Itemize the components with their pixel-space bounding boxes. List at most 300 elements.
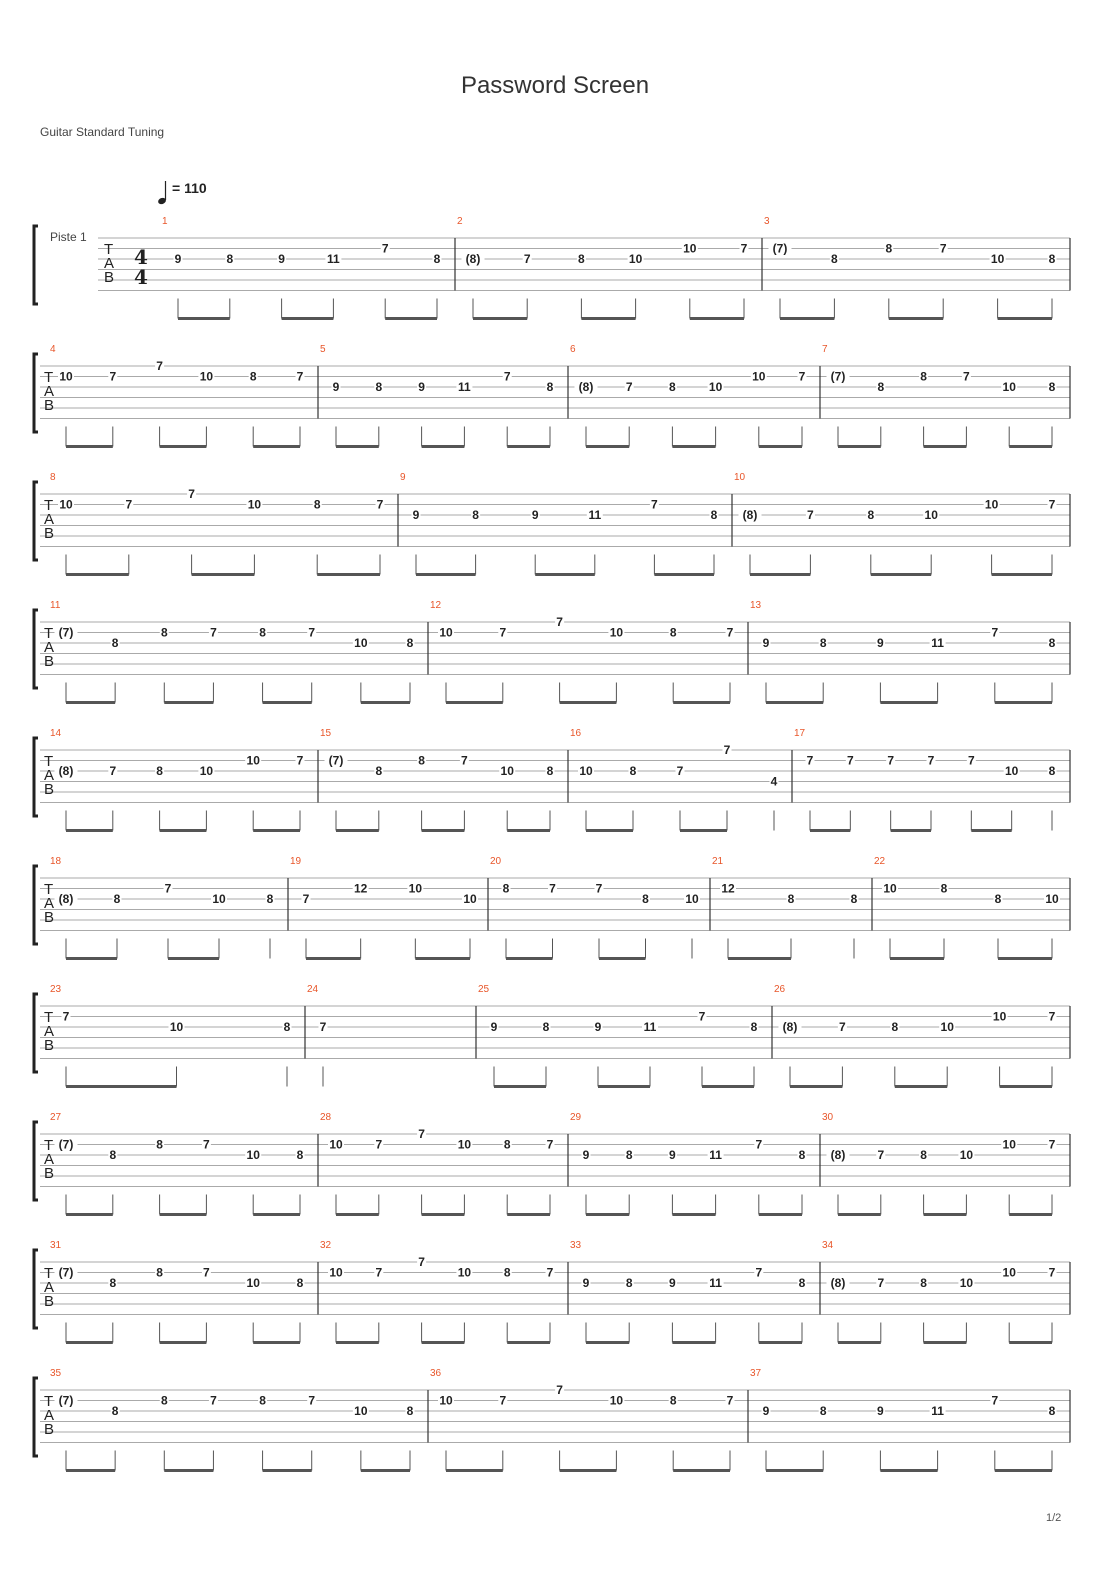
fret-number: 7: [807, 508, 814, 522]
bar-number: 35: [50, 1368, 62, 1379]
fret-number: 8: [891, 1020, 899, 1034]
tab-letter: T: [44, 497, 54, 514]
fret-number: 9: [174, 252, 182, 266]
tab-system: [34, 600, 1070, 703]
page-number: 1/2: [1046, 1512, 1062, 1524]
fret-number: 8: [472, 508, 479, 522]
fret-number: 7: [927, 753, 935, 768]
system-brace: [34, 482, 38, 560]
fret-number: 7: [376, 497, 384, 512]
bar-number: 26: [774, 984, 786, 995]
tab-letter: T: [104, 241, 114, 258]
fret-number: 8: [1048, 636, 1056, 650]
bar-number: 4: [50, 344, 56, 355]
fret-number: 9: [877, 1404, 884, 1418]
system-brace: [34, 354, 38, 432]
fret-number: 11: [709, 1148, 722, 1162]
fret-number: 8: [798, 1276, 806, 1290]
fret-number: 7: [556, 615, 563, 629]
fret-number: 7: [723, 743, 731, 757]
bar-number: 9: [400, 472, 406, 483]
fret-number: (7): [58, 1265, 74, 1280]
tab-letter: B: [44, 397, 55, 414]
fret-number: (8): [465, 252, 481, 266]
fret-number: 10: [439, 1393, 453, 1408]
fret-number: 12: [353, 881, 368, 896]
fret-number: 7: [319, 1020, 327, 1034]
fret-number: (7): [328, 753, 344, 768]
tab-letter: A: [44, 1407, 55, 1424]
bar-number: 33: [570, 1240, 582, 1251]
fret-number: 10: [457, 1265, 472, 1280]
bar-number: 15: [320, 728, 332, 739]
tab-letter: T: [44, 753, 54, 770]
fret-number: 10: [628, 252, 643, 266]
fret-number: 7: [755, 1265, 763, 1280]
fret-number: 8: [546, 764, 554, 778]
fret-number: 7: [887, 753, 895, 768]
fret-number: 7: [109, 764, 117, 778]
fret-number: 7: [499, 625, 507, 640]
system-brace: [34, 994, 38, 1072]
fret-number: 8: [819, 1404, 827, 1418]
fret-number: 10: [685, 892, 699, 906]
bar-number: 36: [430, 1368, 442, 1379]
fret-number: 7: [203, 1265, 210, 1280]
tab-letter: A: [44, 1151, 55, 1168]
tab-letter: T: [44, 1137, 54, 1154]
fret-number: 7: [296, 369, 304, 384]
fret-number: 7: [798, 369, 806, 384]
fret-number: 8: [296, 1276, 304, 1290]
fret-number: 7: [595, 881, 603, 896]
fret-number: 8: [578, 252, 585, 266]
fret-number: 8: [625, 1148, 633, 1162]
system-brace: [34, 610, 38, 688]
bar-number: 6: [570, 344, 576, 355]
fret-number: 10: [984, 497, 999, 512]
system-brace: [34, 1250, 38, 1328]
fret-number: 9: [594, 1020, 602, 1034]
fret-number: 7: [1048, 1009, 1056, 1024]
fret-number: 8: [109, 1148, 117, 1162]
fret-number: 7: [877, 1148, 885, 1162]
fret-number: 8: [503, 1137, 511, 1152]
bar-number: 23: [50, 984, 62, 995]
fret-number: 7: [726, 625, 734, 640]
fret-number: 7: [418, 1127, 425, 1141]
fret-number: 8: [940, 881, 948, 896]
fret-number: 8: [113, 892, 121, 906]
fret-number: 10: [199, 369, 214, 384]
fret-number: 7: [549, 881, 556, 896]
track-name: Piste 1: [50, 230, 87, 244]
fret-number: 8: [502, 881, 510, 896]
fret-number: (7): [830, 369, 846, 384]
fret-number: 10: [408, 881, 423, 896]
fret-number: 10: [246, 1276, 260, 1290]
fret-number: 9: [762, 1404, 770, 1418]
fret-number: 7: [164, 881, 172, 896]
bar-number: 14: [50, 728, 62, 739]
tab-system: [34, 1240, 1070, 1343]
bar-number: 27: [50, 1112, 62, 1123]
tab-letter: T: [44, 1265, 54, 1282]
fret-number: 8: [160, 625, 168, 640]
fret-number: 11: [709, 1276, 722, 1290]
fret-number: 8: [406, 1404, 414, 1418]
bar-number: 21: [712, 856, 724, 867]
fret-number: (7): [58, 1393, 74, 1408]
bar-number: 34: [822, 1240, 834, 1251]
fret-number: 7: [846, 753, 854, 768]
fret-number: 8: [259, 1393, 266, 1408]
tab-letter: A: [44, 895, 55, 912]
fret-number: 7: [210, 625, 217, 640]
fret-number: 7: [1048, 497, 1056, 512]
fret-number: 7: [556, 1383, 563, 1397]
fret-number: 8: [920, 1148, 927, 1162]
fret-number: (8): [578, 380, 594, 394]
fret-number: 9: [877, 636, 884, 650]
fret-number: 10: [59, 369, 73, 384]
bar-number: 18: [50, 856, 62, 867]
fret-number: 8: [313, 497, 321, 512]
fret-number: 8: [710, 508, 718, 522]
fret-number: 8: [546, 380, 554, 394]
fret-number: 10: [500, 764, 514, 778]
fret-number: 7: [296, 753, 304, 768]
fret-number: 4: [770, 774, 778, 789]
tab-letter: T: [44, 625, 54, 642]
fret-number: 8: [994, 892, 1002, 906]
fret-number: 10: [329, 1137, 343, 1152]
fret-number: 10: [354, 1404, 368, 1418]
score-title: Password Screen: [460, 72, 650, 99]
fret-number: 8: [1048, 1404, 1056, 1418]
fret-number: 10: [990, 252, 1005, 266]
fret-number: 10: [683, 241, 697, 256]
fret-number: 8: [266, 892, 274, 906]
tab-letter: T: [44, 369, 54, 386]
bar-number: 24: [307, 984, 319, 995]
fret-number: 8: [296, 1148, 304, 1162]
bar-number: 10: [734, 472, 746, 483]
fret-number: 8: [642, 892, 649, 906]
fret-number: 7: [461, 753, 468, 768]
fret-number: 7: [109, 369, 117, 384]
tab-system: [34, 344, 1070, 447]
tab-letter: T: [44, 1009, 54, 1026]
fret-number: 8: [831, 252, 838, 266]
fret-number: 7: [308, 625, 316, 640]
fret-number: 9: [332, 380, 340, 394]
fret-number: 10: [246, 753, 260, 768]
fret-number: 8: [1048, 764, 1056, 778]
system-brace: [34, 866, 38, 944]
fret-number: 8: [283, 1020, 291, 1034]
fret-number: 8: [669, 625, 677, 640]
bar-number: 13: [750, 600, 762, 611]
tab-letter: A: [44, 511, 55, 528]
fret-number: 10: [609, 625, 624, 640]
tab-letter: B: [44, 1165, 55, 1182]
fret-number: 7: [877, 1276, 885, 1290]
fret-number: 8: [375, 764, 383, 778]
fret-number: 8: [798, 1148, 806, 1162]
bar-number: 31: [50, 1240, 62, 1251]
fret-number: 7: [806, 753, 814, 768]
bar-number: 8: [50, 472, 56, 483]
tempo-marking: [157, 180, 207, 205]
tab-system: [34, 1368, 1070, 1471]
fret-number: 7: [676, 764, 684, 778]
fret-number: 10: [1002, 1265, 1016, 1280]
fret-number: 9: [412, 508, 420, 522]
fret-number: 7: [651, 497, 658, 512]
tab-letter: A: [44, 1279, 55, 1296]
fret-number: 9: [531, 508, 539, 522]
bar-number: 5: [320, 344, 326, 355]
fret-number: 7: [210, 1393, 217, 1408]
fret-number: 8: [920, 1276, 927, 1290]
fret-number: 10: [752, 369, 766, 384]
fret-number: 7: [308, 1393, 316, 1408]
tab-system: [34, 856, 1070, 959]
fret-number: 7: [546, 1265, 554, 1280]
fret-number: 8: [750, 1020, 758, 1034]
fret-number: 8: [406, 636, 414, 650]
fret-number: 7: [156, 359, 163, 373]
fret-number: 10: [883, 881, 897, 896]
fret-number: (8): [742, 508, 758, 522]
bar-number: 12: [430, 600, 442, 611]
fret-number: 8: [787, 892, 795, 906]
fret-number: 7: [963, 369, 970, 384]
fret-number: (8): [830, 1276, 846, 1290]
fret-number: 7: [546, 1137, 554, 1152]
fret-number: 10: [579, 764, 593, 778]
fret-number: 7: [503, 369, 511, 384]
fret-number: 8: [669, 1393, 677, 1408]
fret-number: 9: [669, 1148, 676, 1162]
fret-number: 10: [1045, 892, 1059, 906]
tab-letter: T: [44, 1393, 54, 1410]
bar-number: 25: [478, 984, 490, 995]
fret-number: 8: [160, 1393, 168, 1408]
fret-number: 7: [62, 1009, 70, 1024]
fret-number: 7: [499, 1393, 507, 1408]
fret-number: 8: [433, 252, 441, 266]
fret-number: 7: [375, 1137, 383, 1152]
fret-number: 8: [226, 252, 234, 266]
fret-number: 7: [755, 1137, 763, 1152]
fret-number: 7: [839, 1020, 846, 1034]
fret-number: 7: [523, 252, 531, 266]
system-brace: [34, 1122, 38, 1200]
bar-number: 1: [162, 216, 168, 227]
bar-number: 16: [570, 728, 582, 739]
tuning-label: Guitar Standard Tuning: [40, 125, 165, 139]
tempo-value: = 110: [172, 180, 207, 196]
fret-number: 8: [629, 764, 637, 778]
systems-container: [34, 216, 1070, 1471]
tab-system: [34, 728, 1070, 831]
fret-number: 8: [885, 241, 893, 256]
bar-number: 11: [50, 600, 61, 611]
fret-number: 8: [850, 892, 858, 906]
fret-number: (7): [772, 241, 788, 256]
fret-number: (7): [58, 1137, 74, 1152]
fret-number: 7: [625, 380, 633, 394]
bar-number: 17: [794, 728, 806, 739]
tab-system: [34, 984, 1070, 1087]
fret-number: (8): [782, 1020, 798, 1034]
fret-number: 7: [375, 1265, 383, 1280]
fret-number: 11: [327, 252, 340, 266]
fret-number: 8: [375, 380, 383, 394]
fret-number: 8: [111, 636, 119, 650]
fret-number: 10: [246, 1148, 260, 1162]
bar-number: 30: [822, 1112, 834, 1123]
bar-number: 29: [570, 1112, 582, 1123]
tab-letter: B: [44, 1421, 55, 1438]
fret-number: 11: [643, 1020, 657, 1034]
fret-number: (8): [830, 1148, 846, 1162]
fret-number: 8: [156, 1265, 163, 1280]
fret-number: 10: [924, 508, 938, 522]
bar-number: 2: [457, 216, 463, 227]
time-signature-top: 4: [134, 245, 148, 269]
fret-number: 8: [920, 369, 927, 384]
fret-number: 7: [203, 1137, 210, 1152]
fret-number: 7: [1048, 1137, 1056, 1152]
fret-number: 9: [582, 1276, 590, 1290]
tab-letter: T: [44, 881, 54, 898]
fret-number: 10: [457, 1137, 472, 1152]
fret-number: 8: [156, 1137, 163, 1152]
bar-number: 22: [874, 856, 886, 867]
fret-number: 10: [247, 497, 262, 512]
fret-number: 7: [726, 1393, 734, 1408]
fret-number: 7: [125, 497, 133, 512]
fret-number: 11: [588, 508, 602, 522]
fret-number: 7: [740, 241, 748, 256]
fret-number: 9: [669, 1276, 676, 1290]
time-signature-bottom: 4: [134, 265, 148, 289]
fret-number: 10: [169, 1020, 184, 1034]
fret-number: 10: [1004, 764, 1019, 778]
fret-number: 9: [418, 380, 425, 394]
fret-number: 12: [721, 881, 735, 896]
fret-number: 7: [991, 625, 999, 640]
fret-number: 10: [940, 1020, 954, 1034]
fret-number: 9: [582, 1148, 590, 1162]
fret-number: 10: [199, 764, 214, 778]
fret-number: 9: [762, 636, 770, 650]
bar-number: 20: [490, 856, 502, 867]
fret-number: 8: [877, 380, 885, 394]
fret-number: 11: [931, 1404, 944, 1418]
tab-letter: A: [44, 383, 55, 400]
tab-letter: B: [44, 653, 55, 670]
tab-system: [34, 472, 1070, 575]
fret-number: 8: [542, 1020, 550, 1034]
fret-number: 8: [259, 625, 266, 640]
fret-number: 10: [439, 625, 453, 640]
tab-letter: B: [44, 781, 55, 798]
fret-number: 11: [931, 636, 944, 650]
fret-number: 9: [490, 1020, 498, 1034]
fret-number: 8: [109, 1276, 117, 1290]
bar-number: 7: [822, 344, 828, 355]
fret-number: 8: [819, 636, 827, 650]
fret-number: 7: [939, 241, 947, 256]
tab-letter: A: [44, 1023, 55, 1040]
fret-number: 8: [111, 1404, 119, 1418]
fret-number: 11: [458, 380, 471, 394]
tab-system: [34, 1112, 1070, 1215]
fret-number: 10: [1002, 380, 1016, 394]
fret-number: 8: [625, 1276, 633, 1290]
fret-number: 7: [991, 1393, 999, 1408]
fret-number: 7: [381, 241, 389, 256]
fret-number: 10: [463, 892, 477, 906]
system-brace: [34, 738, 38, 816]
fret-number: 10: [708, 380, 723, 394]
fret-number: 7: [418, 1255, 425, 1269]
tab-letter: A: [104, 255, 115, 272]
fret-number: 10: [609, 1393, 624, 1408]
fret-number: (7): [58, 625, 74, 640]
fret-number: 7: [1048, 1265, 1056, 1280]
fret-number: 7: [698, 1009, 706, 1024]
fret-number: 8: [249, 369, 257, 384]
fret-number: 10: [959, 1148, 974, 1162]
fret-number: 8: [867, 508, 875, 522]
fret-number: 10: [992, 1009, 1007, 1024]
fret-number: 7: [188, 487, 195, 501]
tab-letter: B: [44, 1037, 55, 1054]
fret-number: 8: [669, 380, 676, 394]
bar-number: 28: [320, 1112, 332, 1123]
tab-letter: A: [44, 767, 55, 784]
bar-number: 37: [750, 1368, 762, 1379]
fret-number: 8: [1048, 252, 1056, 266]
tab-system: [34, 216, 1070, 319]
fret-number: 7: [302, 892, 310, 906]
tab-letter: B: [104, 269, 115, 286]
fret-number: 9: [278, 252, 285, 266]
fret-number: 8: [503, 1265, 511, 1280]
bar-number: 19: [290, 856, 302, 867]
fret-number: 10: [59, 497, 73, 512]
bar-number: 3: [764, 216, 770, 227]
tab-letter: B: [44, 525, 55, 542]
fret-number: 7: [967, 753, 975, 768]
fret-number: 10: [329, 1265, 343, 1280]
tab-letter: B: [44, 1293, 55, 1310]
system-brace: [34, 226, 38, 304]
fret-number: (8): [58, 892, 74, 906]
fret-number: 10: [959, 1276, 974, 1290]
fret-number: 8: [1048, 380, 1056, 394]
fret-number: 8: [418, 753, 425, 768]
fret-number: (8): [58, 764, 74, 778]
tab-letter: A: [44, 639, 55, 656]
fret-number: 10: [1002, 1137, 1016, 1152]
fret-number: 8: [156, 764, 163, 778]
